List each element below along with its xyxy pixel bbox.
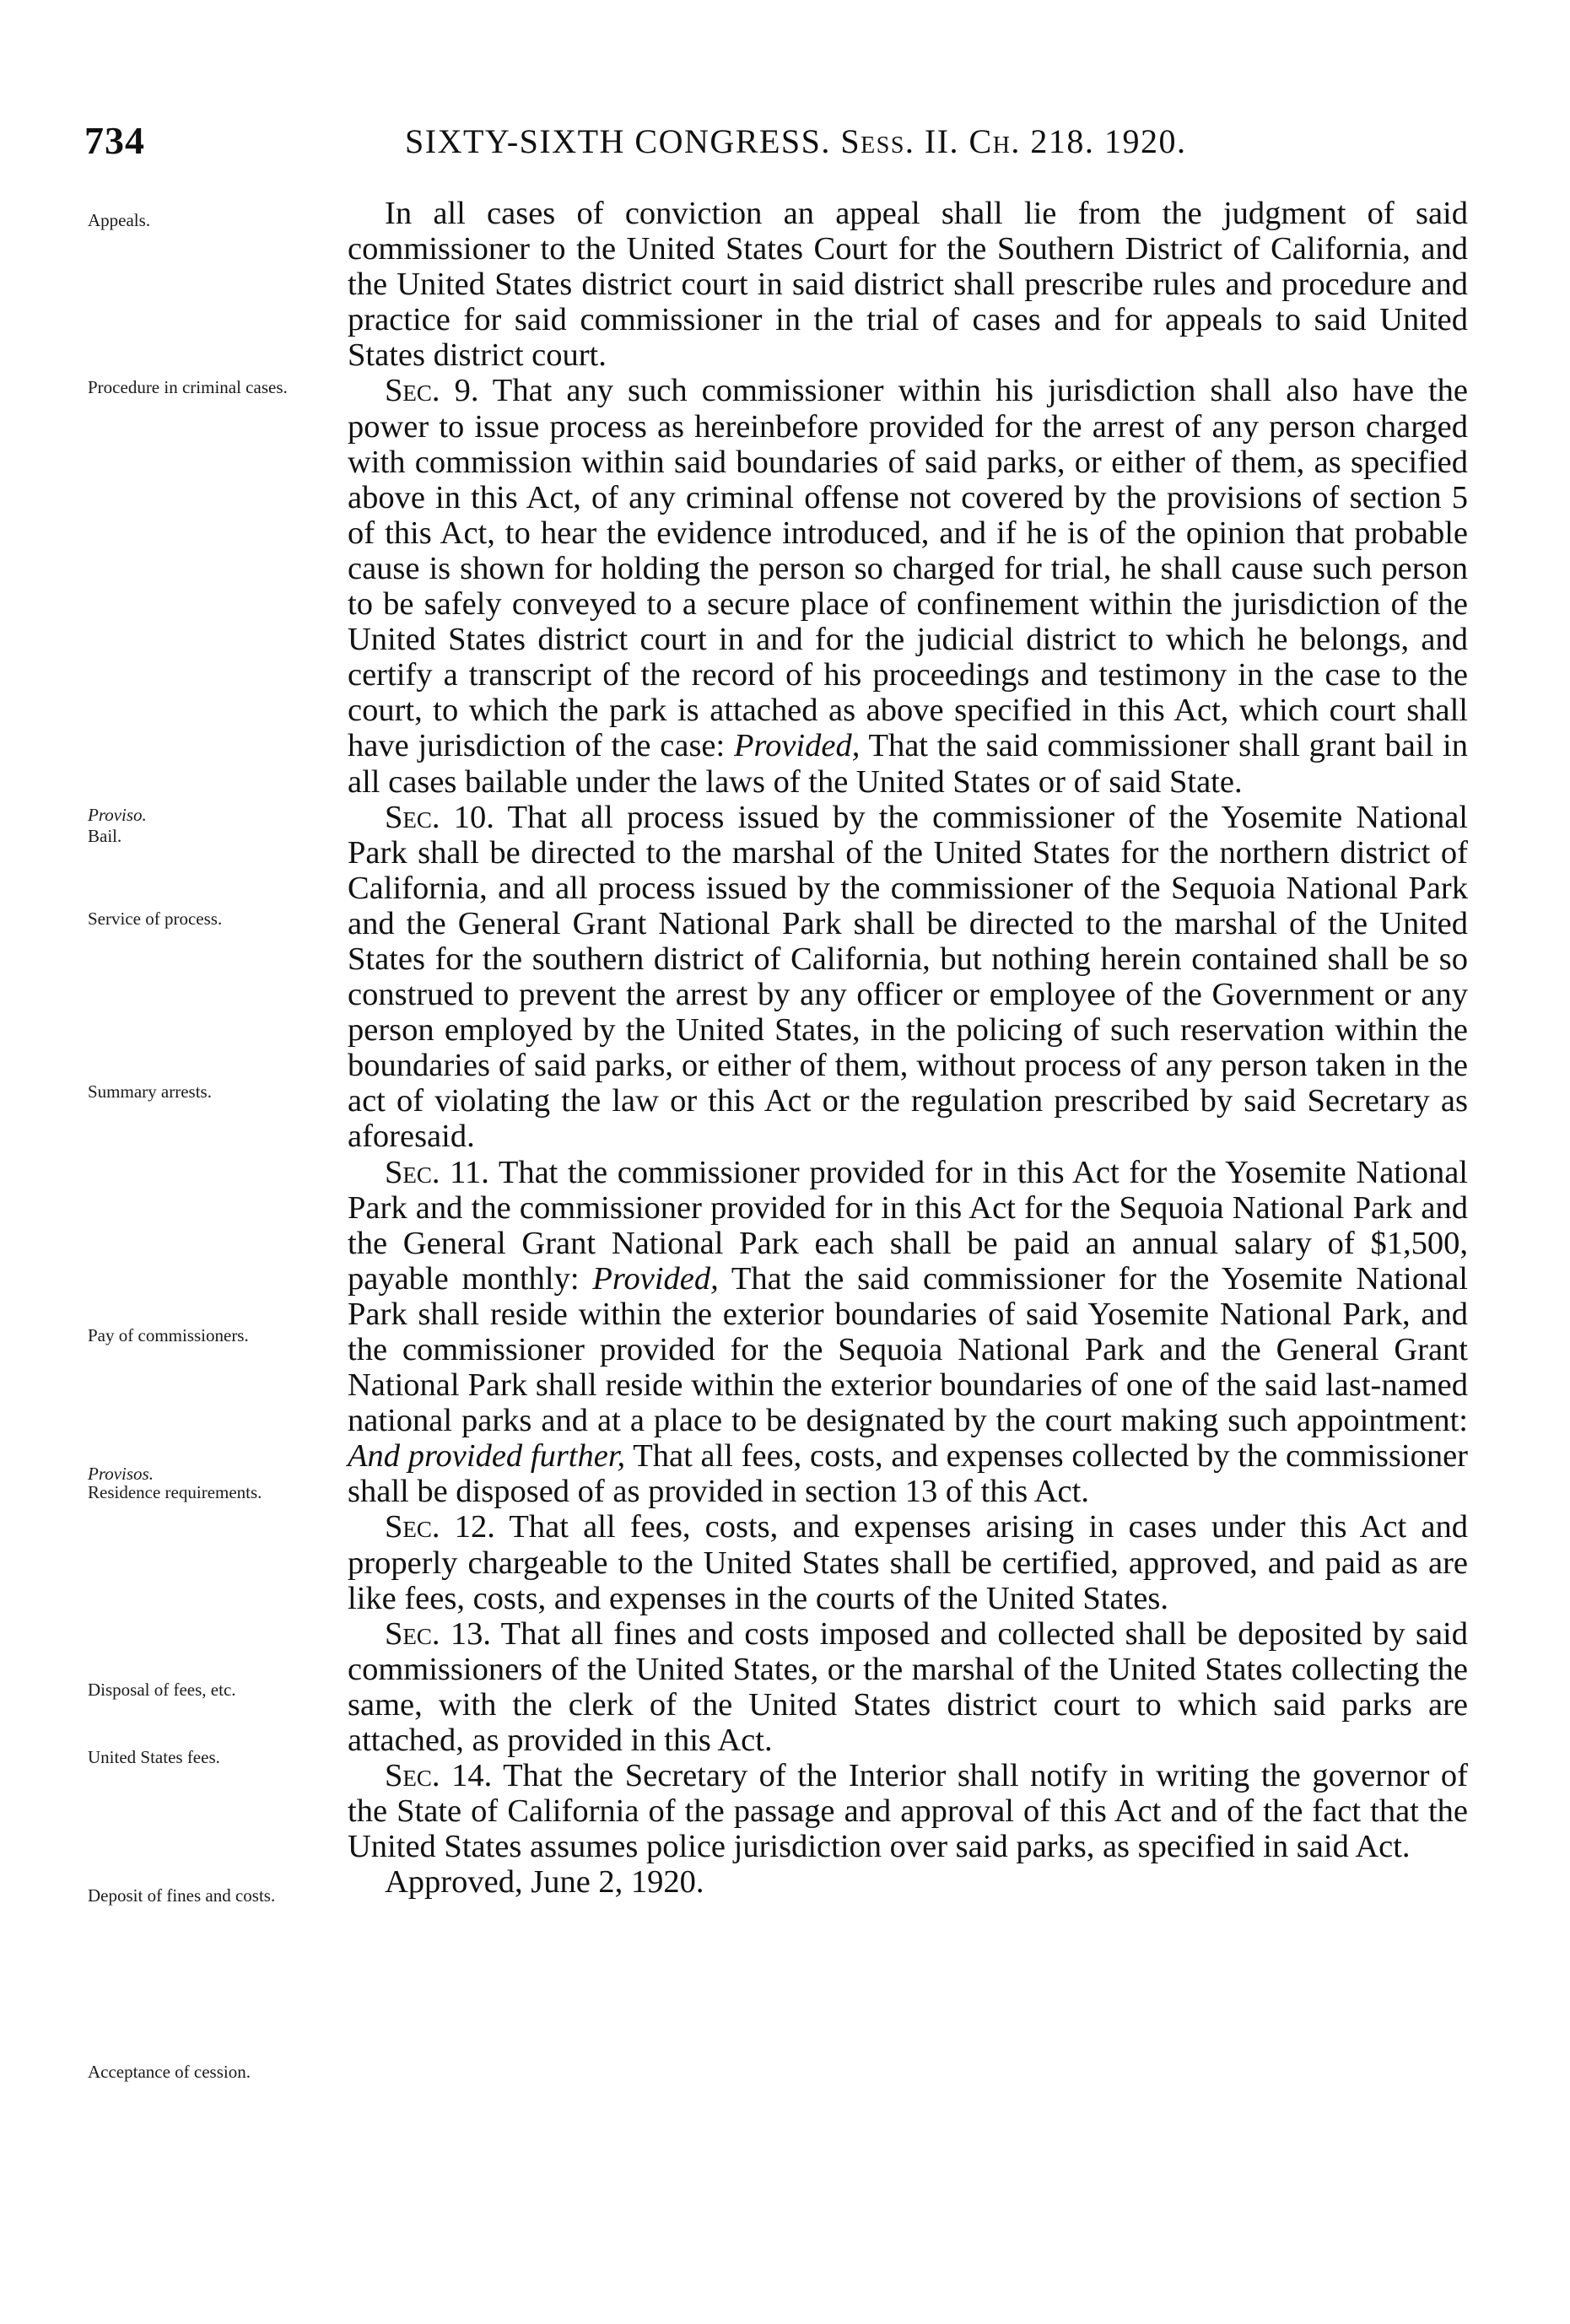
- running-head-chapter: Ch. 218.: [968, 122, 1095, 160]
- section-14-text: That the Secretary of the Interior shall notify in writing the governor of the State of California of the passage and approval of this Act and of the fact that the United States assumes police jurisdiction over said parks, as specified in said Act.: [348, 1758, 1468, 1865]
- paragraph-appeals: [348, 196, 1468, 373]
- margin-note-service-of-process: Service of process.: [88, 909, 223, 929]
- margin-note-procedure: Procedure in criminal cases.: [88, 377, 288, 397]
- approval-text: Approved, June 2, 1920.: [385, 1864, 704, 1901]
- section-14: [348, 1758, 1468, 1864]
- section-11-text-c: That all fees, costs, and expenses collected by the commissioner shall be disposed of as provided in section 13 of this Act.: [348, 1438, 1468, 1510]
- margin-note-pay-of-commissioners: Pay of commissioners.: [88, 1325, 249, 1345]
- section-10-label: Sec. 10.: [385, 799, 494, 835]
- section-13: [348, 1616, 1468, 1758]
- running-head-session: Sess. II.: [840, 122, 960, 160]
- margin-note-appeals: Appeals.: [88, 210, 151, 230]
- margin-note-proviso: [88, 806, 341, 824]
- page-header: [84, 118, 1451, 177]
- section-9-label: Sec. 9.: [385, 373, 479, 409]
- section-10: [348, 800, 1468, 1155]
- margin-note-acceptance-of-cession: Acceptance of cession.: [88, 2062, 251, 2082]
- margin-note-united-states-fees: United States fees.: [88, 1747, 220, 1767]
- page-number: 734: [84, 119, 145, 162]
- section-12: [348, 1509, 1468, 1615]
- margin-note-provisos-text: Provisos.: [88, 1464, 154, 1484]
- section-14-label: Sec. 14.: [385, 1758, 493, 1794]
- running-head-year: 1920.: [1103, 122, 1187, 160]
- margin-note-residence: Residence requirements.: [88, 1482, 262, 1502]
- statute-body: [348, 196, 1468, 1901]
- section-13-text: That all fines and costs imposed and collected shall be deposited by said commissioners of the United States, or the marshal of the United States collecting the same, with the clerk of the United States district court to which said parks are attached, as provided in this Act.: [348, 1615, 1468, 1759]
- running-head-congress: SIXTY-SIXTH CONGRESS.: [405, 122, 831, 160]
- section-10-text: That all process issued by the commissioner of the Yosemite National Park shall be directed to the marshal of the United States for the northern district of California, and all process issued by the commissioner of the Sequoia National Park and the General Grant National Park shall be directed to the marshal of the United States for the southern district of California, but nothing herein contained shall be so construed to prevent the arrest by any officer or employee of the Government or any person employed by the United States, in the policing of such reservation within the boundaries of said parks, or either of them, without process of any person taken in the act of violating the law or this Act or the regulation prescribed by said Secretary as aforesaid.: [348, 799, 1468, 1155]
- section-9-text-a: That any such commissioner within his jurisdiction shall also have the power to issue process as hereinbefore provided for the arrest of any person charged with commission within said boundaries of said parks, or either of them, as specified above in this Act, of any criminal offense not covered by the provisions of section 5 of this Act, to hear the evidence introduced, and if he is of the opinion that probable cause is shown for holding the person so charged for trial, he shall cause such person to be safely conveyed to a secure place of confinement within the jurisdiction of the United States district court in and for the judicial district to which he belongs, and certify a transcript of the record of his proceedings and testimony in the case to the court, to which the park is attached as above specified in this Act, which court shall have jurisdiction of the case:: [348, 373, 1468, 764]
- section-12-text: That all fees, costs, and expenses arising in cases under this Act and properly chargeable to the United States shall be certified, approved, and paid as are like fees, costs, and expenses in the courts of the United States.: [348, 1509, 1468, 1616]
- section-13-label: Sec. 13.: [385, 1615, 491, 1652]
- margin-note-disposal-of-fees: Disposal of fees, etc.: [88, 1680, 236, 1700]
- section-11-label: Sec. 11.: [385, 1154, 489, 1190]
- section-9-provided: Provided,: [734, 728, 861, 764]
- section-11-provided: Provided,: [592, 1260, 719, 1297]
- paragraph-appeals-text: In all cases of conviction an appeal shall lie from the judgment of said commissioner to the United States Court for the Southern District of California, and the United States district court in said district shall prescribe rules and procedure and practice for said commissioner in the trial of cases and for appeals to said United States district court.: [348, 196, 1468, 374]
- margin-note-bail: Bail.: [88, 826, 122, 846]
- margin-note-deposit-of-fines: Deposit of fines and costs.: [88, 1885, 276, 1906]
- approval-line: [348, 1864, 1468, 1900]
- section-9-text-b: That the said commissioner shall grant bail in all cases bailable under the laws of the United States or of said State.: [348, 728, 1468, 800]
- margin-note-summary-arrests: Summary arrests.: [88, 1081, 212, 1102]
- section-11-text-a: That the commissioner provided for in this Act for the Yosemite National Park and the commissioner provided for in this Act for the Sequoia National Park and the General Grant National Park each shall be paid an annual salary of $1,500, payable monthly:: [348, 1154, 1468, 1297]
- section-11-provided-further: And provided further,: [348, 1438, 626, 1475]
- section-12-label: Sec. 12.: [385, 1509, 495, 1545]
- section-11: [348, 1155, 1468, 1510]
- margin-note-proviso-text: Proviso.: [88, 805, 147, 825]
- section-11-text-b: That the said commissioner for the Yosemite National Park shall reside within the exterior boundaries of said Yosemite National Park, and the commissioner provided for the Sequoia National Park and the General Grant National Park shall reside within the exterior boundaries of one of the said last-named national parks and at a place to be designated by the court making such appointment:: [348, 1260, 1469, 1439]
- running-head: [405, 121, 1186, 161]
- margin-note-provisos: [88, 1464, 341, 1483]
- section-9: [348, 373, 1468, 799]
